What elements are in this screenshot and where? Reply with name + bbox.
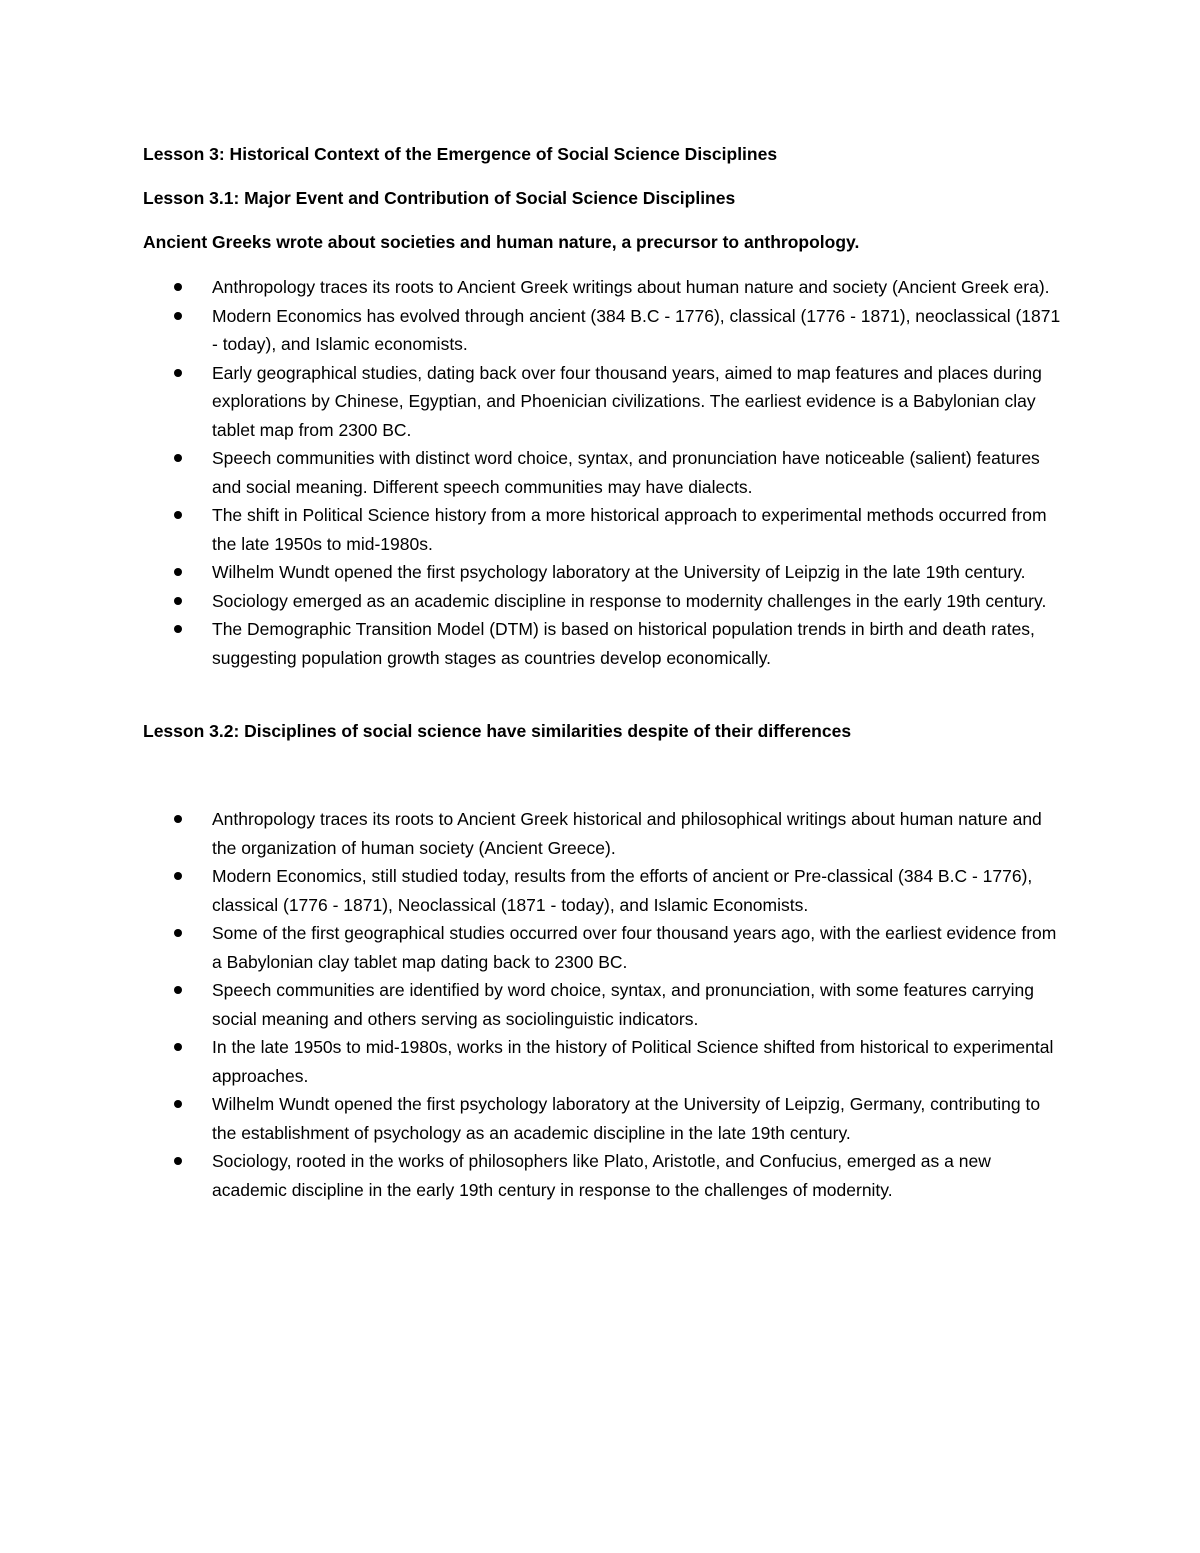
bullet-list-section1 <box>143 273 1063 672</box>
list-item-text: Sociology emerged as an academic discipline in response to modernity challenges in the early 19th century. <box>212 590 1047 611</box>
list-item <box>143 302 1063 359</box>
list-item-text: The Demographic Transition Model (DTM) is based on historical population trends in birth and death rates, suggesting population growth stages as countries develop economically. <box>212 619 1035 668</box>
list-item <box>143 587 1063 616</box>
list-item <box>143 359 1063 445</box>
list-item <box>143 558 1063 587</box>
list-item <box>143 919 1063 976</box>
list-item <box>143 805 1063 862</box>
list-item <box>143 444 1063 501</box>
list-item <box>143 501 1063 558</box>
bullet-icon <box>174 625 182 633</box>
bullet-icon <box>174 312 182 320</box>
list-item-text: Anthropology traces its roots to Ancient Greek historical and philosophical writings about human nature and the organization of human society (Ancient Greece). <box>212 809 1042 858</box>
list-item-text: Anthropology traces its roots to Ancient Greek writings about human nature and society (Ancient Greek era). <box>212 277 1050 297</box>
lesson-intro: Ancient Greeks wrote about societies and human nature, a precursor to anthropology. <box>143 232 860 252</box>
bullet-icon <box>174 986 182 994</box>
bullet-icon <box>174 1157 182 1165</box>
list-item <box>143 976 1063 1033</box>
bullet-icon <box>174 1043 182 1051</box>
list-item-text: Speech communities are identified by word choice, syntax, and pronunciation, with some features carrying social meaning and others serving as sociolinguistic indicators. <box>212 980 1034 1029</box>
bullet-icon <box>174 369 182 377</box>
list-item <box>143 273 1063 302</box>
list-item-text: Modern Economics, still studied today, results from the efforts of ancient or Pre-classical (384 B.C - 1776), classical (1776 - 1871), Neoclassical (1871 - today), and Islamic Economists. <box>212 866 1033 915</box>
bullet-icon <box>174 929 182 937</box>
bullet-icon <box>174 454 182 462</box>
bullet-icon <box>174 1100 182 1108</box>
list-item-text: Early geographical studies, dating back over four thousand years, aimed to map features and places during explorations by Chinese, Egyptian, and Phoenician civilizations. The earliest evidence is a Babylonian clay tablet map from 2300 BC. <box>212 362 1042 440</box>
bullet-icon <box>174 872 182 880</box>
list-item <box>143 862 1063 919</box>
bullet-list-section2 <box>143 805 1063 1204</box>
bullet-icon <box>174 283 182 291</box>
lesson-subtitle: Lesson 3.1: Major Event and Contribution of Social Science Disciplines <box>143 188 736 208</box>
list-item-text: Some of the first geographical studies occurred over four thousand years ago, with the earliest evidence from a Babylonian clay tablet map dating back to 2300 BC. <box>212 923 1057 972</box>
list-item-text: Speech communities with distinct word choice, syntax, and pronunciation have noticeable (salient) features and social meaning. Different speech communities may have dialects. <box>212 448 1040 497</box>
list-item <box>143 1033 1063 1090</box>
lesson-3-2-title: Lesson 3.2: Disciplines of social science have similarities despite of their differences <box>143 721 852 741</box>
list-item <box>143 1090 1063 1147</box>
list-item-text: In the late 1950s to mid-1980s, works in the history of Political Science shifted from historical to experimental approaches. <box>212 1037 1054 1086</box>
bullet-icon <box>174 568 182 576</box>
bullet-icon <box>174 597 182 605</box>
bullet-icon <box>174 815 182 823</box>
list-item-text: The shift in Political Science history from a more historical approach to experimental methods occurred from the late 1950s to mid-1980s. <box>212 505 1047 554</box>
lesson-title: Lesson 3: Historical Context of the Emergence of Social Science Disciplines <box>143 144 778 164</box>
spacer <box>143 761 1063 805</box>
bullet-icon <box>174 511 182 519</box>
list-item <box>143 615 1063 672</box>
list-item-text: Modern Economics has evolved through ancient (384 B.C - 1776), classical (1776 - 1871), neoclassical (1871 - today), and Islamic economists. <box>212 305 1061 354</box>
list-item-text: Wilhelm Wundt opened the first psychology laboratory at the University of Leipzig, Germany, contributing to the establishment of psychology as an academic discipline in the late 19th century. <box>212 1094 1041 1143</box>
list-item-text: Wilhelm Wundt opened the first psychology laboratory at the University of Leipzig in the late 19th century. <box>212 562 1026 582</box>
list-item-text: Sociology, rooted in the works of philosophers like Plato, Aristotle, and Confucius, emerged as a new academic discipline in the early 19th century in response to the challenges of modernity. <box>212 1151 991 1200</box>
list-item <box>143 1147 1063 1204</box>
section-2 <box>143 717 1063 1204</box>
document-content <box>143 140 1063 1204</box>
